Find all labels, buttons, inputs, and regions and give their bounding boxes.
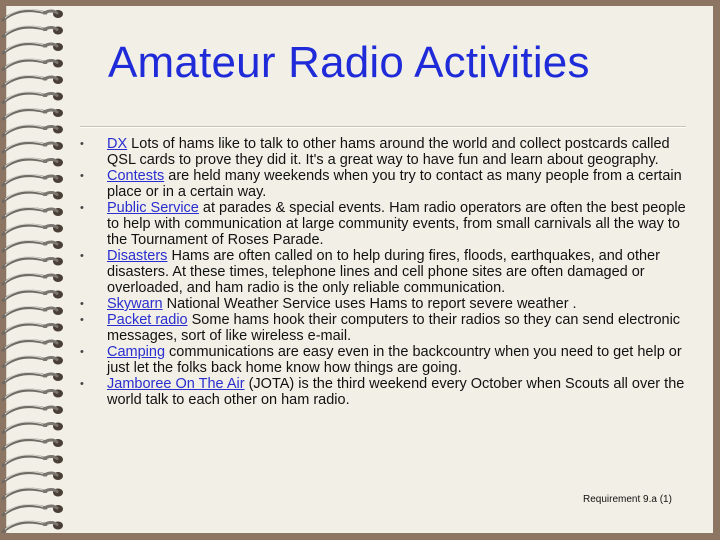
requirement-footer: Requirement 9.a (1) (583, 494, 672, 505)
activity-description: are held many weekends when you try to contact as many people from a certain place or in a certain way. (107, 168, 682, 200)
bullet-icon: • (80, 346, 84, 358)
list-item (80, 296, 686, 312)
spiral-binding-icon (0, 0, 80, 540)
activity-term-link[interactable]: Camping (107, 344, 166, 360)
list-item (80, 312, 686, 344)
bullet-icon: • (80, 250, 84, 262)
bullet-icon: • (80, 202, 84, 214)
list-item (80, 248, 686, 296)
title-divider-highlight (80, 127, 686, 128)
activity-list (80, 136, 686, 408)
list-item (80, 136, 686, 168)
list-item (80, 200, 686, 248)
activity-description: National Weather Service uses Hams to report severe weather . (162, 296, 577, 312)
activity-term-link[interactable]: DX (107, 136, 128, 152)
activity-term-link[interactable]: Skywarn (107, 296, 163, 312)
activity-description: Hams are often called on to help during fires, floods, earthquakes, and other disasters. At these times, telephone lines and cell phone sites are often damaged or overloaded, and ham radio is the only reliable communication. (107, 248, 660, 296)
activity-description: at parades & special events. Ham radio operators are often the best people to help with communication at large community events, from small carnivals all the way to the Tournament of Roses Parade. (107, 200, 686, 248)
bullet-icon: • (80, 314, 84, 326)
activity-description: communications are easy even in the backcountry when you need to get help or just let the folks back home know how things are going. (107, 344, 682, 376)
bullet-icon: • (80, 378, 84, 390)
bullet-icon: • (80, 170, 84, 182)
bullet-icon: • (80, 298, 84, 310)
activity-term-link[interactable]: Contests (107, 168, 165, 184)
activity-term-link[interactable]: Public Service (107, 200, 199, 216)
activity-description: Some hams hook their computers to their radios so they can send electronic messages, sort of like wireless e-mail. (107, 312, 681, 344)
activity-description: (JOTA) is the third weekend every October when Scouts all over the world talk to each other on ham radio. (107, 376, 685, 408)
list-item (80, 344, 686, 376)
list-item (80, 376, 686, 408)
bullet-icon: • (80, 138, 84, 150)
slide-title: Amateur Radio Activities (108, 38, 590, 87)
activity-description: Lots of hams like to talk to other hams around the world and collect postcards called QSL cards to prove they did it. It's a great way to have fun and learn about geography. (107, 136, 670, 168)
activity-term-link[interactable]: Packet radio (107, 312, 188, 328)
list-item (80, 168, 686, 200)
activity-term-link[interactable]: Disasters (107, 248, 168, 264)
activity-term-link[interactable]: Jamboree On The Air (107, 376, 245, 392)
